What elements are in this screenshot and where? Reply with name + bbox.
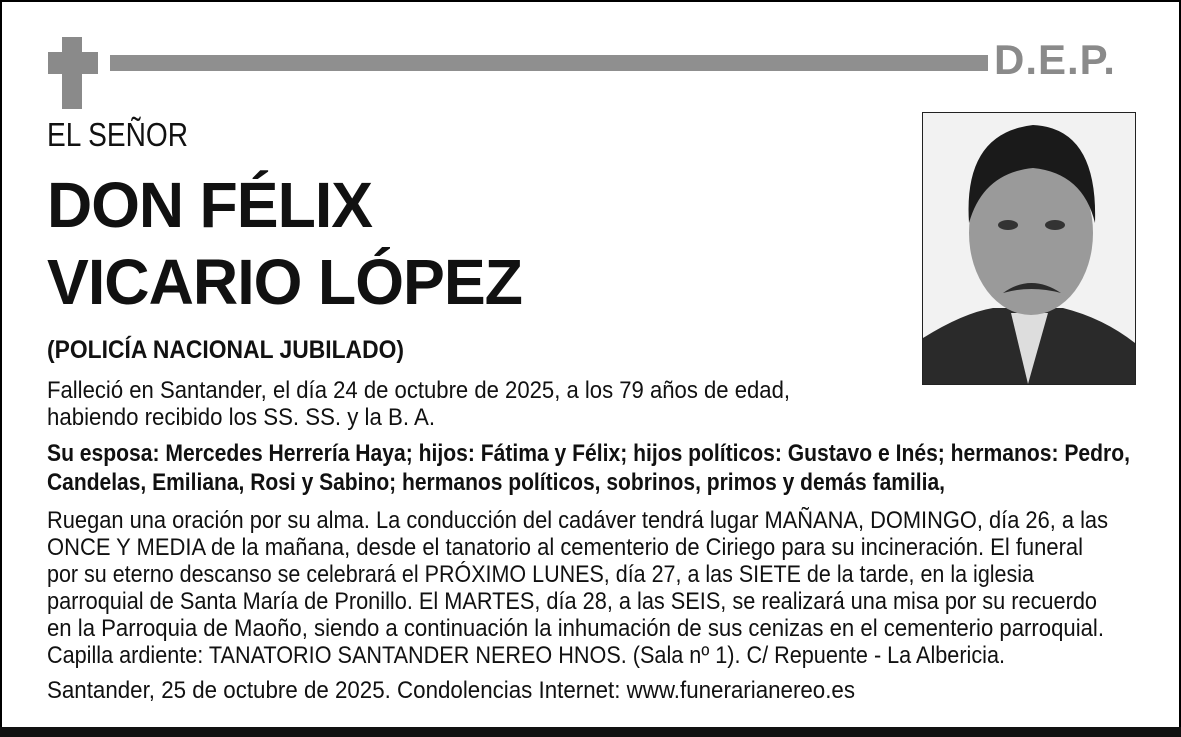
occupation: (POLICÍA NACIONAL JUBILADO) <box>47 336 404 364</box>
service-line: por su eterno descanso se celebrará el PRÓXIMO LUNES, día 27, a las SIETE de la tarde, en la iglesia <box>47 561 1034 588</box>
title-label: EL SEÑOR <box>47 116 188 153</box>
deceased-name-line-2: VICARIO LÓPEZ <box>47 246 522 318</box>
family-line: Su esposa: Mercedes Herrería Haya; hijos: Fátima y Félix; hijos políticos: Gustavo e Inés; hermanos: Pedro, <box>47 440 1130 467</box>
bottom-bar <box>0 727 1181 737</box>
portrait-photo <box>922 112 1136 385</box>
service-line: Capilla ardiente: TANATORIO SANTANDER NEREO HNOS. (Sala nº 1). C/ Repuente - La Albericia. <box>47 642 1005 669</box>
deceased-name-line-1: DON FÉLIX <box>47 169 372 241</box>
service-line: ONCE Y MEDIA de la mañana, desde el tanatorio al cementerio de Ciriego para su incineración. El funeral <box>47 534 1083 561</box>
family-line: Candelas, Emiliana, Rosi y Sabino; hermanos políticos, sobrinos, primos y demás familia, <box>47 469 945 496</box>
header-rule <box>110 55 988 71</box>
service-line: Ruegan una oración por su alma. La conducción del cadáver tendrá lugar MAÑANA, DOMINGO, día 26, a las <box>47 507 1108 534</box>
service-line: parroquial de Santa María de Pronillo. El MARTES, día 28, a las SEIS, se realizará una misa por su recuerdo <box>47 588 1097 615</box>
service-line: en la Parroquia de Maoño, siendo a continuación la inhumación de sus cenizas en el cementerio parroquial. <box>47 615 1104 642</box>
footer-line: Santander, 25 de octubre de 2025. Condolencias Internet: www.funerarianereo.es <box>47 677 855 704</box>
cross-icon-arm <box>48 52 98 74</box>
dep-label: D.E.P. <box>994 36 1116 83</box>
death-line: habiendo recibido los SS. SS. y la B. A. <box>47 404 435 431</box>
death-line: Falleció en Santander, el día 24 de octubre de 2025, a los 79 años de edad, <box>47 377 790 404</box>
